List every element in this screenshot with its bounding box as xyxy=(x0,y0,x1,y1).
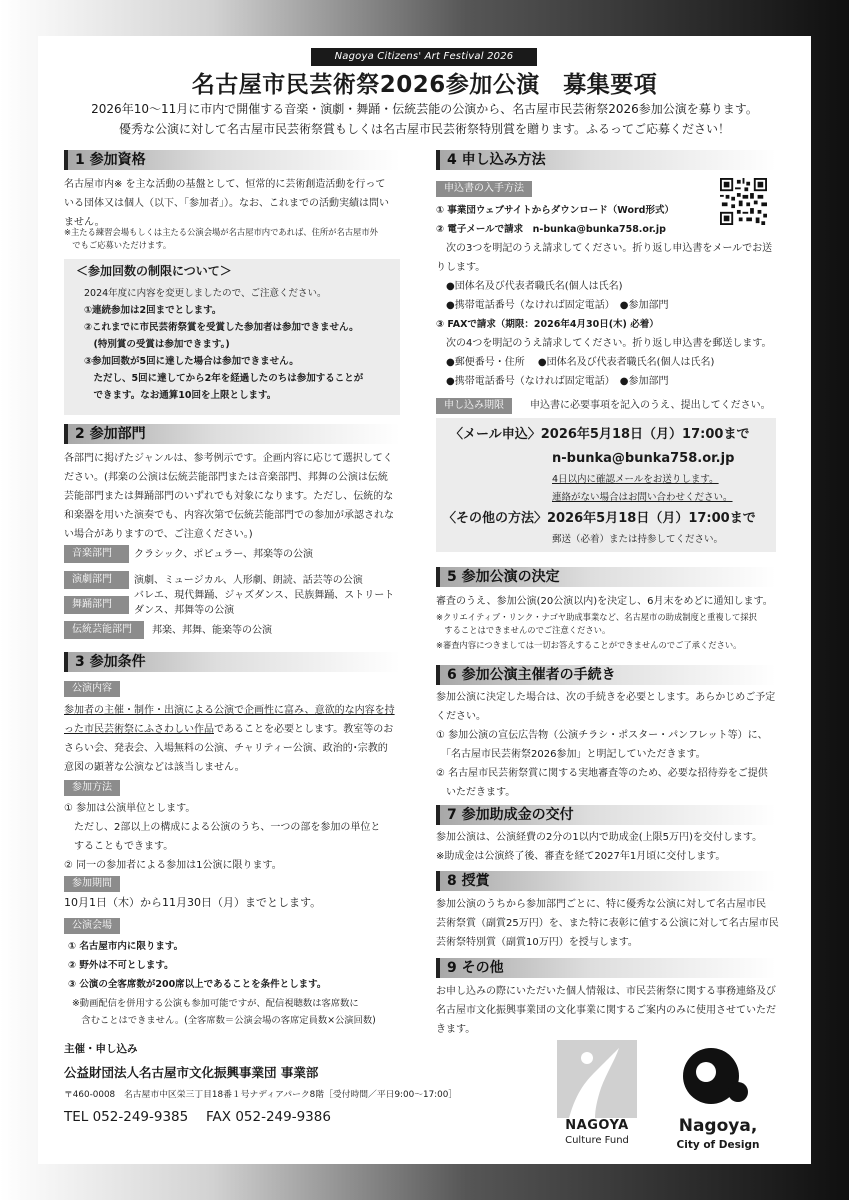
deadline-note: 申込書に必要事項を記入のうえ、提出してください。 xyxy=(530,400,771,411)
s3-content: さらい会、発表会、入場無料の公演、チャリティー公演、政治的･宗教的 xyxy=(64,743,388,754)
s6-text: いただきます。 xyxy=(436,787,516,798)
tag-deadline: 申し込み期限 xyxy=(436,398,512,414)
genre-traditional-label: 伝統芸能部門 xyxy=(64,621,144,639)
s6-text: ① 参加公演の宣伝広告物（公演チラシ・ポスター・パンフレット等）に、 xyxy=(436,730,768,741)
qr-code-icon xyxy=(720,178,767,225)
genre-dance-desc: バレエ、現代舞踊、ジャズダンス、民族舞踊、ストリート xyxy=(134,590,395,601)
design-logo-text: Nagoya, xyxy=(678,1116,758,1136)
genre-music-desc: クラシック、ポピュラー、邦楽等の公演 xyxy=(134,549,313,560)
s4-line: 次の3つを明記のうえ請求してください。折り返し申込書をメールでお送 xyxy=(436,243,773,254)
limit-line: できます。なお通算10回を上限とします。 xyxy=(84,390,277,401)
genre-drama-desc: 演劇、ミュージカル、人形劇、朗読、話芸等の公演 xyxy=(134,575,363,586)
limit-line: ②これまでに市民芸術祭賞を受賞した参加者は参加できません。 xyxy=(84,322,359,333)
page-title: 名古屋市民芸術祭2026参加公演 募集要項 xyxy=(191,72,658,98)
tag-method: 参加方法 xyxy=(64,780,120,796)
organizer-name: 公益財団法人名古屋市文化振興事業団 事業部 xyxy=(64,1065,319,1080)
s1-note: でもご応募いただけます。 xyxy=(64,240,172,250)
s1-text: いる団体又は個人（以下、「参加者」）。なお、これまでの活動実績は問い xyxy=(64,198,389,209)
limit-line: ③参加回数が5回に達した場合は参加できません。 xyxy=(84,356,299,367)
s3-method: することもできます。 xyxy=(64,841,174,852)
s6-text: 「名古屋市民芸術祭2026参加」と明記していただきます。 xyxy=(436,749,706,760)
s8-text: 芸術祭賞（副賞25万円）を、また特に表彰に値する公演に対して名古屋市民 xyxy=(436,918,779,929)
s2-text: 芸能部門または舞踊部門のいずれでも対象になります。ただし、伝統的な xyxy=(64,491,394,502)
s4-line: ●携帯電話番号（なければ固定電話） ●参加部門 xyxy=(436,300,669,311)
nagoya-culture-fund-logo xyxy=(557,1040,637,1160)
tag-period: 参加期間 xyxy=(64,876,120,892)
genre-dance-desc: ダンス、邦舞等の公演 xyxy=(134,605,235,616)
s5-note: ※審査内容につきましては一切お答えすることができませんのでご了承ください。 xyxy=(436,640,742,650)
s9-text: きます。 xyxy=(436,1024,476,1035)
section-6-heading: 6 参加公演主催者の手続き xyxy=(436,665,776,685)
fund-logo-text: NAGOYA xyxy=(557,1118,637,1134)
s3-content-underlined: った市民芸術祭にふさわしい作品 xyxy=(64,724,214,735)
s4-line: ③ FAXで請求（期限：2026年4月30日(木) 必着） xyxy=(436,319,659,330)
s6-text: ください。 xyxy=(436,711,486,722)
limit-line: 2024年度に内容を変更しましたので、ご注意ください。 xyxy=(84,288,327,299)
section-7-heading: 7 参加助成金の交付 xyxy=(436,805,776,825)
limit-line: (特別賞の受賞は参加できます。) xyxy=(84,339,230,350)
tag-how-to-get: 申込書の入手方法 xyxy=(436,181,532,197)
s4-line: ●団体名及び代表者職氏名(個人は氏名) xyxy=(436,281,623,292)
s3-venue: ② 野外は不可とします。 xyxy=(68,960,174,971)
s4-line: ●郵便番号・住所 ●団体名及び代表者職氏名(個人は氏名) xyxy=(436,357,715,368)
section-5-heading: 5 参加公演の決定 xyxy=(436,567,776,587)
s9-text: お申し込みの際にいただいた個人情報は、市民芸術祭に関する事務連絡及び xyxy=(436,986,776,997)
s5-note: することはできませんのでご注意ください。 xyxy=(436,625,611,635)
s3-venue: ③ 公演の全客席数が200席以上であることを条件とします。 xyxy=(68,979,327,990)
s3-venue: ① 名古屋市内に限ります。 xyxy=(68,941,184,952)
festival-banner: Nagoya Citizens' Art Festival 2026 xyxy=(311,48,537,66)
organizer-label: 主催・申し込み xyxy=(64,1043,138,1055)
organizer-address: 〒460-0008 名古屋市中区栄三丁目18番１号ナディアパーク8階［受付時間／平日9:00～17:00］ xyxy=(64,1090,458,1100)
s1-note: ※主たる練習会場もしくは主たる公演会場が名古屋市内であれば、住所が名古屋市外 xyxy=(64,227,378,237)
culture-fund-mark-icon xyxy=(557,1040,637,1118)
city-of-design-mark-icon xyxy=(668,1046,768,1114)
s4-line: 次の4つを明記のうえ請求してください。折り返し申込書を郵送します。 xyxy=(436,338,772,349)
s4-line: ① 事業団ウェブサイトからダウンロード（Word形式） xyxy=(436,205,674,216)
s3-content: 参加者の主催・制作・出演による公演で企画性に富み、意欲的な内容を持 xyxy=(64,705,395,716)
genre-music-label: 音楽部門 xyxy=(64,545,129,563)
s3-content-rest: であることを必要とします。教室等のお xyxy=(214,724,394,735)
s3-method: ② 同一の参加者による参加は1公演に限ります。 xyxy=(64,860,282,871)
fund-logo-subtext: Culture Fund xyxy=(557,1134,637,1148)
s2-text: ださい。(邦楽の公演は伝統芸能部門または音楽部門、邦舞の公演は伝統 xyxy=(64,472,388,483)
design-logo-subtext: City of Design xyxy=(676,1139,760,1151)
section-2-heading: 2 参加部門 xyxy=(64,424,400,444)
mail-deadline: 〈メール申込〉2026年5月18日（月）17:00まで xyxy=(450,427,750,442)
s5-text: 審査のうえ、参加公演(20公演以内)を決定し、6月末をめどに通知します。 xyxy=(436,596,773,607)
city-of-design-logo xyxy=(668,1046,768,1162)
s3-period: 10月1日（木）から11月30日（月）までとします。 xyxy=(64,896,322,909)
lead-line-2: 優秀な公演に対して名古屋市民芸術祭賞もしくは名古屋市民芸術祭特別賞を贈ります。ふるってご応募ください！ xyxy=(118,122,731,136)
s5-note: ※クリエイティブ・リンク・ナゴヤ助成事業など、名古屋市の助成制度と重複して採択 xyxy=(436,612,757,622)
mail-note: 連絡がない場合はお問い合わせください。 xyxy=(552,492,733,503)
limit-title: ＜参加回数の制限について＞ xyxy=(76,264,232,278)
s4-line: ●携帯電話番号（なければ固定電話） ●参加部門 xyxy=(436,376,669,387)
lead-line-1: 2026年10～11月に市内で開催する音楽・演劇・舞踊・伝統芸能の公演から、名古屋市民芸術祭2026参加公演を募ります。 xyxy=(91,102,758,116)
genre-dance-label: 舞踊部門 xyxy=(64,596,129,614)
s9-text: 名古屋市文化振興事業団の文化事業に関するご案内のみに使用させていただ xyxy=(436,1005,776,1016)
limit-line: ①連続参加は2回までとします。 xyxy=(84,305,222,316)
s1-text: 名古屋市内※ を主な活動の基盤として、恒常的に芸術創造活動を行って xyxy=(64,179,386,190)
tag-content: 公演内容 xyxy=(64,681,120,697)
s2-text: い場合がありますので、ご注意ください。) xyxy=(64,529,253,540)
s2-text: 各部門に掲げたジャンルは、参考例示です。企画内容に応じて選択してく xyxy=(64,453,393,464)
s4-line: りします。 xyxy=(436,262,486,273)
genre-drama-label: 演劇部門 xyxy=(64,571,129,589)
genre-traditional-desc: 邦楽、邦舞、能楽等の公演 xyxy=(152,625,272,636)
other-note: 郵送（必着）または持参してください。 xyxy=(552,534,724,545)
s8-text: 芸術祭特別賞（副賞10万円）を授与します。 xyxy=(436,937,638,948)
organizer-phone-fax: TEL 052-249-9385 FAX 052-249-9386 xyxy=(64,1109,331,1125)
s2-text: 和楽器を用いた演奏でも、内容次第で伝統芸能部門での参加が承認されな xyxy=(64,510,394,521)
s3-method: ① 参加は公演単位とします。 xyxy=(64,803,196,814)
s3-method: ただし、2部以上の構成による公演のうち、一つの部を参加の単位と xyxy=(64,822,381,833)
section-3-heading: 3 参加条件 xyxy=(64,652,400,672)
other-deadline: 〈その他の方法〉2026年5月18日（月）17:00まで xyxy=(443,511,756,526)
s4-line: ② 電子メールで請求 n-bunka@bunka758.or.jp xyxy=(436,224,666,235)
mail-address: n-bunka@bunka758.or.jp xyxy=(552,451,735,466)
section-1-heading: 1 参加資格 xyxy=(64,150,400,170)
s6-text: ② 名古屋市民芸術祭賞に関する実地審査等のため、必要な招待券をご提供 xyxy=(436,768,768,779)
tag-venue: 公演会場 xyxy=(64,918,120,934)
section-8-heading: 8 授賞 xyxy=(436,871,776,891)
s3-content: 意図の顕著な公演などは該当しません。 xyxy=(64,762,245,773)
s7-text: ※助成金は公演終了後、審査を経て2027年1月頃に交付します。 xyxy=(436,851,726,862)
s7-text: 参加公演は、公演経費の2分の1以内で助成金(上限5万円)を交付します。 xyxy=(436,832,763,843)
section-9-heading: 9 その他 xyxy=(436,958,776,978)
s6-text: 参加公演に決定した場合は、次の手続きを必要とします。あらかじめご予定 xyxy=(436,692,776,703)
s8-text: 参加公演のうちから参加部門ごとに、特に優秀な公演に対して名古屋市民 xyxy=(436,899,766,910)
s1-text: ません。 xyxy=(64,217,105,228)
section-4-heading: 4 申し込み方法 xyxy=(436,150,776,170)
mail-note: 4日以内に確認メールをお送りします。 xyxy=(552,474,719,485)
s3-venue-note: ※動画配信を併用する公演も参加可能ですが、配信視聴数は客席数に xyxy=(72,998,359,1009)
s3-venue-note: 含むことはできません。(全客席数＝公演会場の客席定員数×公演回数) xyxy=(72,1015,376,1026)
limit-line: ただし、5回に達してから2年を経過したのちは参加することが xyxy=(84,373,364,384)
